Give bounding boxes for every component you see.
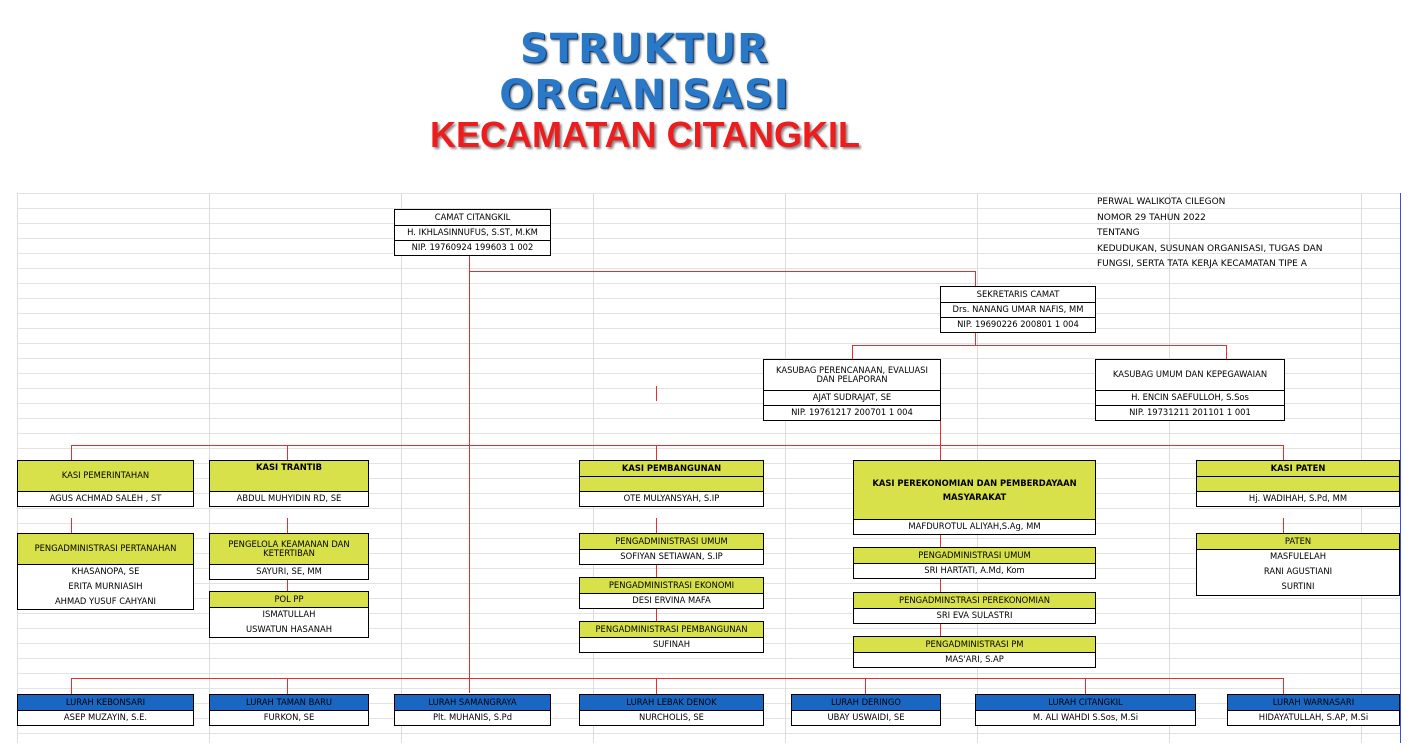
connector-line <box>71 445 1284 446</box>
position-title: KASI PATEN <box>1197 461 1399 476</box>
staff-name: USWATUN HASANAH <box>245 623 333 634</box>
official-nip: NIP. 19761217 200701 1 004 <box>764 405 940 420</box>
unit-title: PENGELOLA KEAMANAN DAN KETERTIBAN <box>210 534 368 564</box>
staff-name: SRI EVA SULASTRI <box>854 608 1095 623</box>
connector-line <box>71 678 72 694</box>
connector-line <box>656 386 657 401</box>
lurah-name: M. ALI WAHDI S.Sos, M.Si <box>976 710 1195 725</box>
perwal-note <box>1097 195 1323 273</box>
title-spacer <box>580 476 763 491</box>
pengadministrasi-pertanahan-box <box>17 533 194 610</box>
connector-line <box>940 418 941 461</box>
lurah-name: ASEP MUZAYIN, S.E. <box>18 710 193 725</box>
lurah-name: Plt. MUHANIS, S.Pd <box>395 710 550 725</box>
staff-name: MAS'ARI, S.AP <box>854 652 1095 667</box>
connector-line <box>852 345 853 360</box>
perwal-line: KEDUDUKAN, SUSUNAN ORGANISASI, TUGAS DAN <box>1097 243 1323 254</box>
title-spacer <box>1197 476 1399 491</box>
kasubag-perencanaan-box <box>763 359 941 421</box>
kasi-pemerintahan-box <box>17 460 194 507</box>
pol-pp-box <box>209 591 369 638</box>
connector-line <box>940 533 941 548</box>
official-name: AGUS ACHMAD SALEH , ST <box>18 491 193 506</box>
official-name: AJAT SUDRAJAT, SE <box>764 390 940 405</box>
official-nip: NIP. 19760924 199603 1 002 <box>395 240 550 255</box>
connector-line <box>975 271 976 287</box>
official-name: Hj. WADIHAH, S.Pd, MM <box>1197 491 1399 506</box>
unit-title: POL PP <box>210 592 368 607</box>
lurah-box <box>209 694 369 726</box>
pengelola-keamanan-box <box>209 533 369 580</box>
unit-title: PATEN <box>1197 534 1399 549</box>
paten-staff-box <box>1196 533 1400 596</box>
lurah-name: HIDAYATULLAH, S.AP, M.Si <box>1228 710 1399 725</box>
connector-line <box>656 607 657 621</box>
pengadministrasi-ekonomi-box <box>579 577 764 609</box>
connector-line <box>287 578 288 592</box>
staff-name: SOFIYAN SETIAWAN, S.IP <box>580 549 763 564</box>
staff-name: SUFINAH <box>580 637 763 652</box>
official-name: H. IKHLASINNUFUS, S.ST, M.KM <box>395 225 550 240</box>
lurah-box <box>975 694 1196 726</box>
connector-line <box>287 518 288 534</box>
staff-name: SAYURI, SE, MM <box>210 564 368 579</box>
page-title: STRUKTUR ORGANISASI <box>499 26 790 118</box>
connector-line <box>71 678 1284 679</box>
perwal-line: TENTANG <box>1097 228 1140 238</box>
unit-title: PENGADMINISTRASI UMUM <box>854 548 1095 563</box>
position-title: KASI PEMBANGUNAN <box>580 461 763 476</box>
connector-line <box>1085 678 1086 694</box>
staff-name: ERITA MURNIASIH <box>68 580 143 591</box>
official-nip: NIP. 19690226 200801 1 004 <box>941 317 1095 332</box>
official-name: ABDUL MUHYIDIN RD, SE <box>210 491 368 506</box>
pengadministrasi-perekonomian-box <box>853 592 1096 624</box>
position-title: KASUBAG PERENCANAAN, EVALUASI DAN PELAPORAN <box>776 364 928 384</box>
perwal-line: PERWAL WALIKOTA CILEGON <box>1097 197 1226 207</box>
connector-line <box>852 345 1227 346</box>
unit-title: PENGADMINISTRASI PM <box>854 637 1095 652</box>
connector-line <box>656 678 657 694</box>
connector-line <box>656 518 657 534</box>
connector-line <box>287 678 288 694</box>
connector-line <box>287 445 288 461</box>
lurah-box <box>579 694 764 726</box>
unit-title: PENGADMINSTRASI PEREKONOMIAN <box>854 593 1095 608</box>
camat-box <box>394 209 551 256</box>
unit-title: PENGADMINISTRASI UMUM <box>580 534 763 549</box>
connector-line <box>1283 518 1284 534</box>
connector-line <box>1283 445 1284 461</box>
staff-name: AHMAD YUSUF CAHYANI <box>54 595 157 606</box>
pengadministrasi-pm-box <box>853 636 1096 668</box>
connector-line <box>71 518 72 534</box>
lurah-name: NURCHOLIS, SE <box>580 710 763 725</box>
position-title: KASI PEREKONOMIAN DAN PEMBERDAYAAN MASYARAKAT <box>854 461 1095 519</box>
pengadministrasi-pembangunan-box <box>579 621 764 653</box>
official-name: H. ENCIN SAEFULLOH, S.Sos <box>1096 390 1284 405</box>
lurah-name: FURKON, SE <box>210 710 368 725</box>
position-title: KASI TRANTIB <box>210 461 368 491</box>
perwal-line: NOMOR 29 TAHUN 2022 <box>1097 212 1206 223</box>
connector-line <box>1283 678 1284 694</box>
official-name: MAFDUROTUL ALIYAH,S.Ag, MM <box>854 519 1095 534</box>
page-subtitle: KECAMATAN CITANGKIL <box>430 114 860 155</box>
connector-line <box>469 271 976 272</box>
connector-line <box>656 445 657 461</box>
position-title: KASI PEMERINTAHAN <box>18 461 193 491</box>
official-name: OTE MULYANSYAH, S.IP <box>580 491 763 506</box>
connector-line <box>865 678 866 694</box>
connector-line <box>940 622 941 636</box>
lurah-box <box>1227 694 1400 726</box>
connector-line <box>469 255 470 693</box>
lurah-title: LURAH TAMAN BARU <box>210 695 368 710</box>
staff-name: MASFULELAH <box>1197 549 1399 564</box>
kasi-paten-box <box>1196 460 1400 507</box>
lurah-title: LURAH KEBONSARI <box>18 695 193 710</box>
official-nip: NIP. 19731211 201101 1 001 <box>1096 405 1284 420</box>
perwal-line: FUNGSI, SERTA TATA KERJA KECAMATAN TIPE A <box>1097 259 1307 269</box>
lurah-title: LURAH WARNASARI <box>1228 695 1399 710</box>
kasi-perekonomian-box <box>853 460 1096 535</box>
connector-line <box>940 577 941 592</box>
lurah-title: LURAH CITANGKIL <box>976 695 1195 710</box>
connector-line <box>656 563 657 577</box>
connector-line <box>71 445 72 461</box>
pengadministrasi-umum-box <box>853 547 1096 579</box>
position-title: CAMAT CITANGKIL <box>434 211 511 222</box>
kasi-pembangunan-box <box>579 460 764 507</box>
staff-name: KHASANOPA, SE <box>18 564 193 579</box>
official-name: Drs. NANANG UMAR NAFIS, MM <box>941 302 1095 317</box>
connector-line <box>1226 345 1227 360</box>
sekretaris-box <box>940 286 1096 333</box>
lurah-title: LURAH DERINGO <box>792 695 940 710</box>
staff-name: RANI AGUSTIANI <box>1263 565 1333 576</box>
unit-title: PENGADMINISTRASI PEMBANGUNAN <box>580 622 763 637</box>
staff-name: ISMATULLAH <box>210 607 368 622</box>
unit-title: PENGADMINISTRASI EKONOMI <box>580 578 763 593</box>
position-title: KASUBAG UMUM DAN KEPEGAWAIAN <box>1112 369 1268 380</box>
lurah-title: LURAH SAMANGRAYA <box>395 695 550 710</box>
pengadministrasi-umum-box <box>579 533 764 565</box>
staff-name: SURTINI <box>1281 581 1315 592</box>
staff-name: DESI ERVINA MAFA <box>580 593 763 608</box>
lurah-title: LURAH LEBAK DENOK <box>580 695 763 710</box>
lurah-box <box>17 694 194 726</box>
lurah-box <box>394 694 551 726</box>
unit-title: PENGADMINISTRASI PERTANAHAN <box>18 534 193 564</box>
lurah-name: UBAY USWAIDI, SE <box>792 710 940 725</box>
lurah-box <box>791 694 941 726</box>
position-title: SEKRETARIS CAMAT <box>976 288 1060 299</box>
kasubag-umum-box <box>1095 359 1285 421</box>
kasi-trantib-box <box>209 460 369 507</box>
staff-name: SRI HARTATI, A.Md, Kom <box>854 563 1095 578</box>
